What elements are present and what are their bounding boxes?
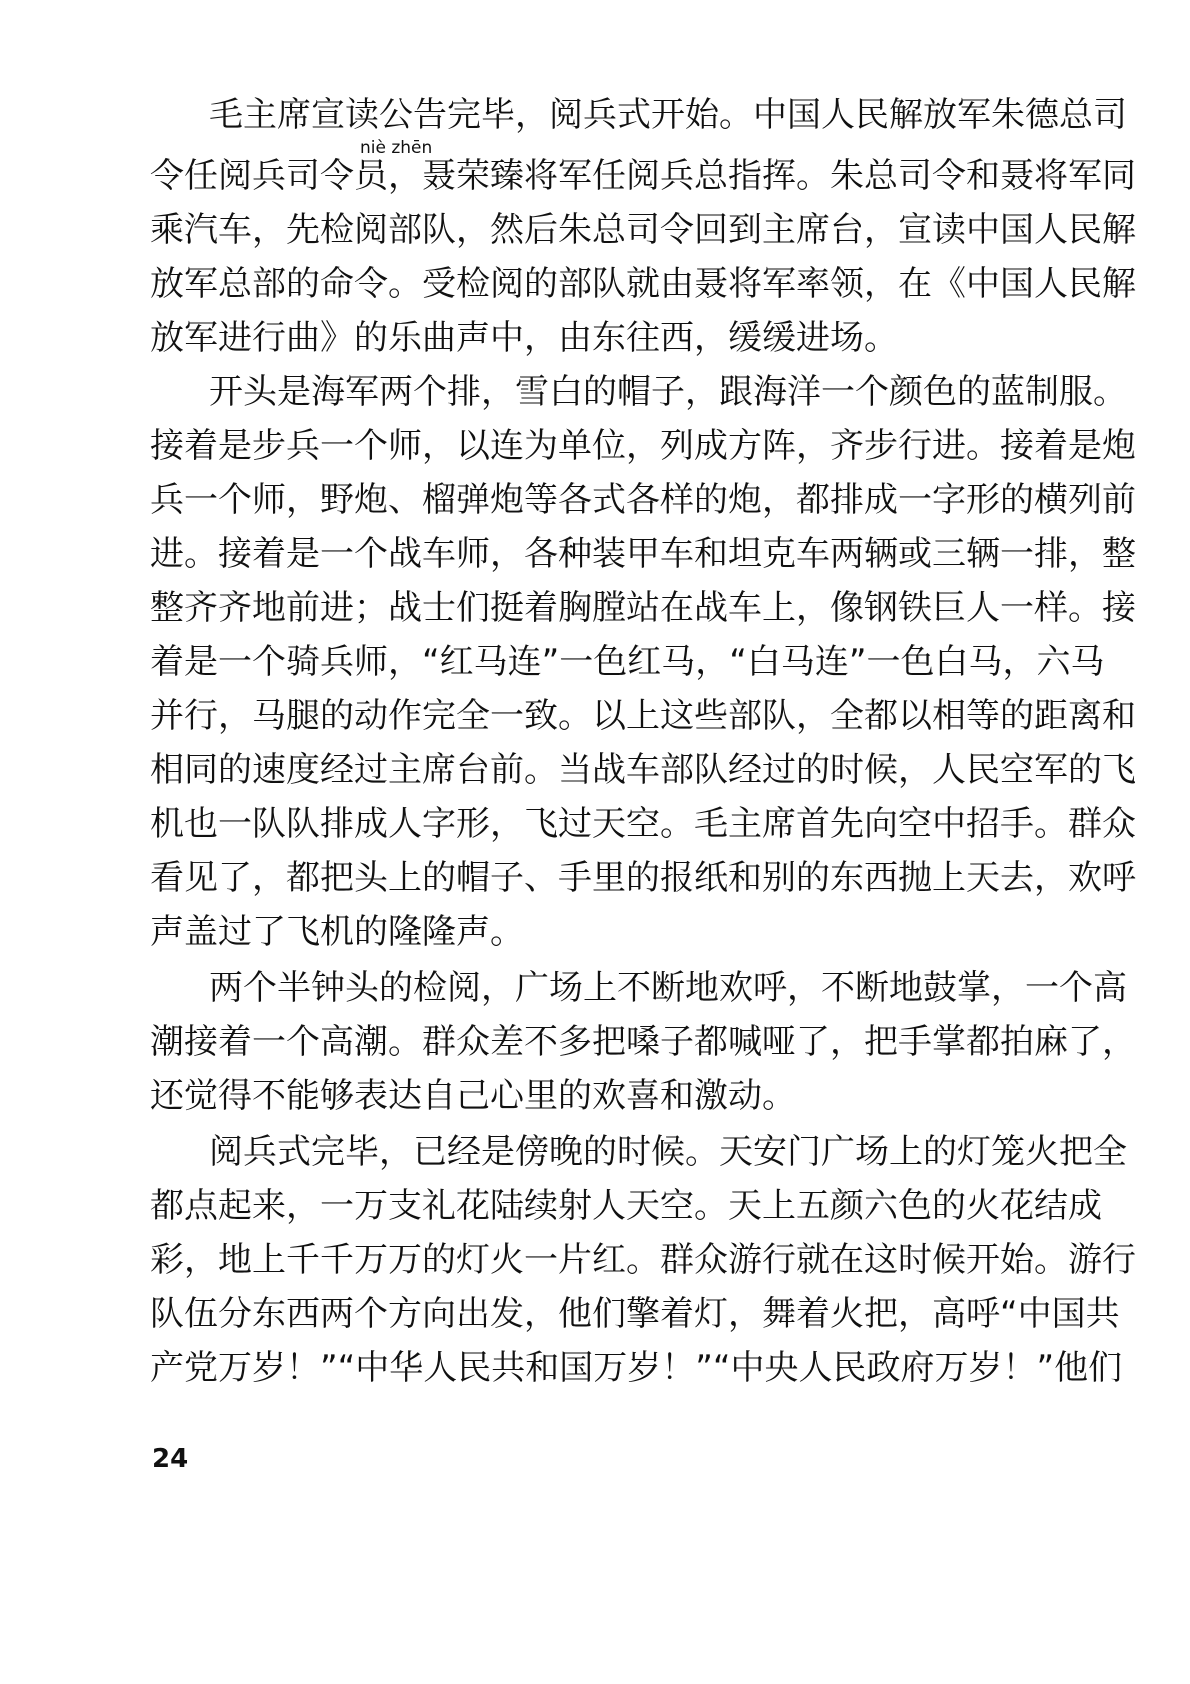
text-line: 放军进行曲》的乐曲声中，由东往西，缓缓进场。 — [150, 318, 898, 358]
text-line: 产党万岁！”“中华人民共和国万岁！”“中央人民政府万岁！”他们 — [150, 1348, 1123, 1388]
text-line: 毛主席宣读公告完毕，阅兵式开始。中国人民解放军朱德总司 — [209, 95, 1127, 135]
page-number: 24 — [152, 1444, 189, 1474]
text-line: 进。接着是一个战车师，各种装甲车和坦克车两辆或三辆一排，整 — [150, 534, 1136, 574]
text-line: 开头是海军两个排，雪白的帽子，跟海洋一个颜色的蓝制服。 — [209, 372, 1127, 412]
text-line: 机也一队队排成人字形，飞过天空。毛主席首先向空中招手。群众 — [150, 804, 1136, 844]
text-line: 彩，地上千千万万的灯火一片红。群众游行就在这时候开始。游行 — [150, 1240, 1136, 1280]
text-line: 声盖过了飞机的隆隆声。 — [150, 912, 524, 952]
text-line: 接着是步兵一个师，以连为单位，列成方阵，齐步行进。接着是炮 — [150, 426, 1136, 466]
text-line: 放军总部的命令。受检阅的部队就由聂将军率领，在《中国人民解 — [150, 264, 1136, 304]
text-line: 还觉得不能够表达自己心里的欢喜和激动。 — [150, 1076, 796, 1116]
text-line: 队伍分东西两个方向出发，他们擎着灯，舞着火把，高呼“中国共 — [150, 1294, 1120, 1334]
text-line: 并行，马腿的动作完全一致。以上这些部队，全都以相等的距离和 — [150, 696, 1136, 736]
text-line: 阅兵式完毕，已经是傍晚的时候。天安门广场上的灯笼火把全 — [209, 1132, 1127, 1172]
text-line: 相同的速度经过主席台前。当战车部队经过的时候，人民空军的飞 — [150, 750, 1136, 790]
text-line: 两个半钟头的检阅，广场上不断地欢呼，不断地鼓掌，一个高 — [209, 968, 1127, 1008]
pinyin-annotation: niè zhēn — [360, 138, 433, 158]
text-line: 着是一个骑兵师，“红马连”一色红马，“白马连”一色白马，六马 — [150, 642, 1105, 682]
text-line: 看见了，都把头上的帽子、手里的报纸和别的东西抛上天去，欢呼 — [150, 858, 1136, 898]
text-line: 潮接着一个高潮。群众差不多把嗓子都喊哑了，把手掌都拍麻了， — [150, 1022, 1136, 1062]
text-line: 乘汽车，先检阅部队，然后朱总司令回到主席台，宣读中国人民解 — [150, 210, 1136, 250]
text-line: 令任阅兵司令员，聂荣臻将军任阅兵总指挥。朱总司令和聂将军同 — [150, 156, 1136, 196]
text-line: 都点起来，一万支礼花陆续射人天空。天上五颜六色的火花结成 — [150, 1186, 1102, 1226]
text-line: 兵一个师，野炮、榴弹炮等各式各样的炮，都排成一字形的横列前 — [150, 480, 1136, 520]
text-line: 整齐齐地前进；战士们挺着胸膛站在战车上，像钢铁巨人一样。接 — [150, 588, 1136, 628]
